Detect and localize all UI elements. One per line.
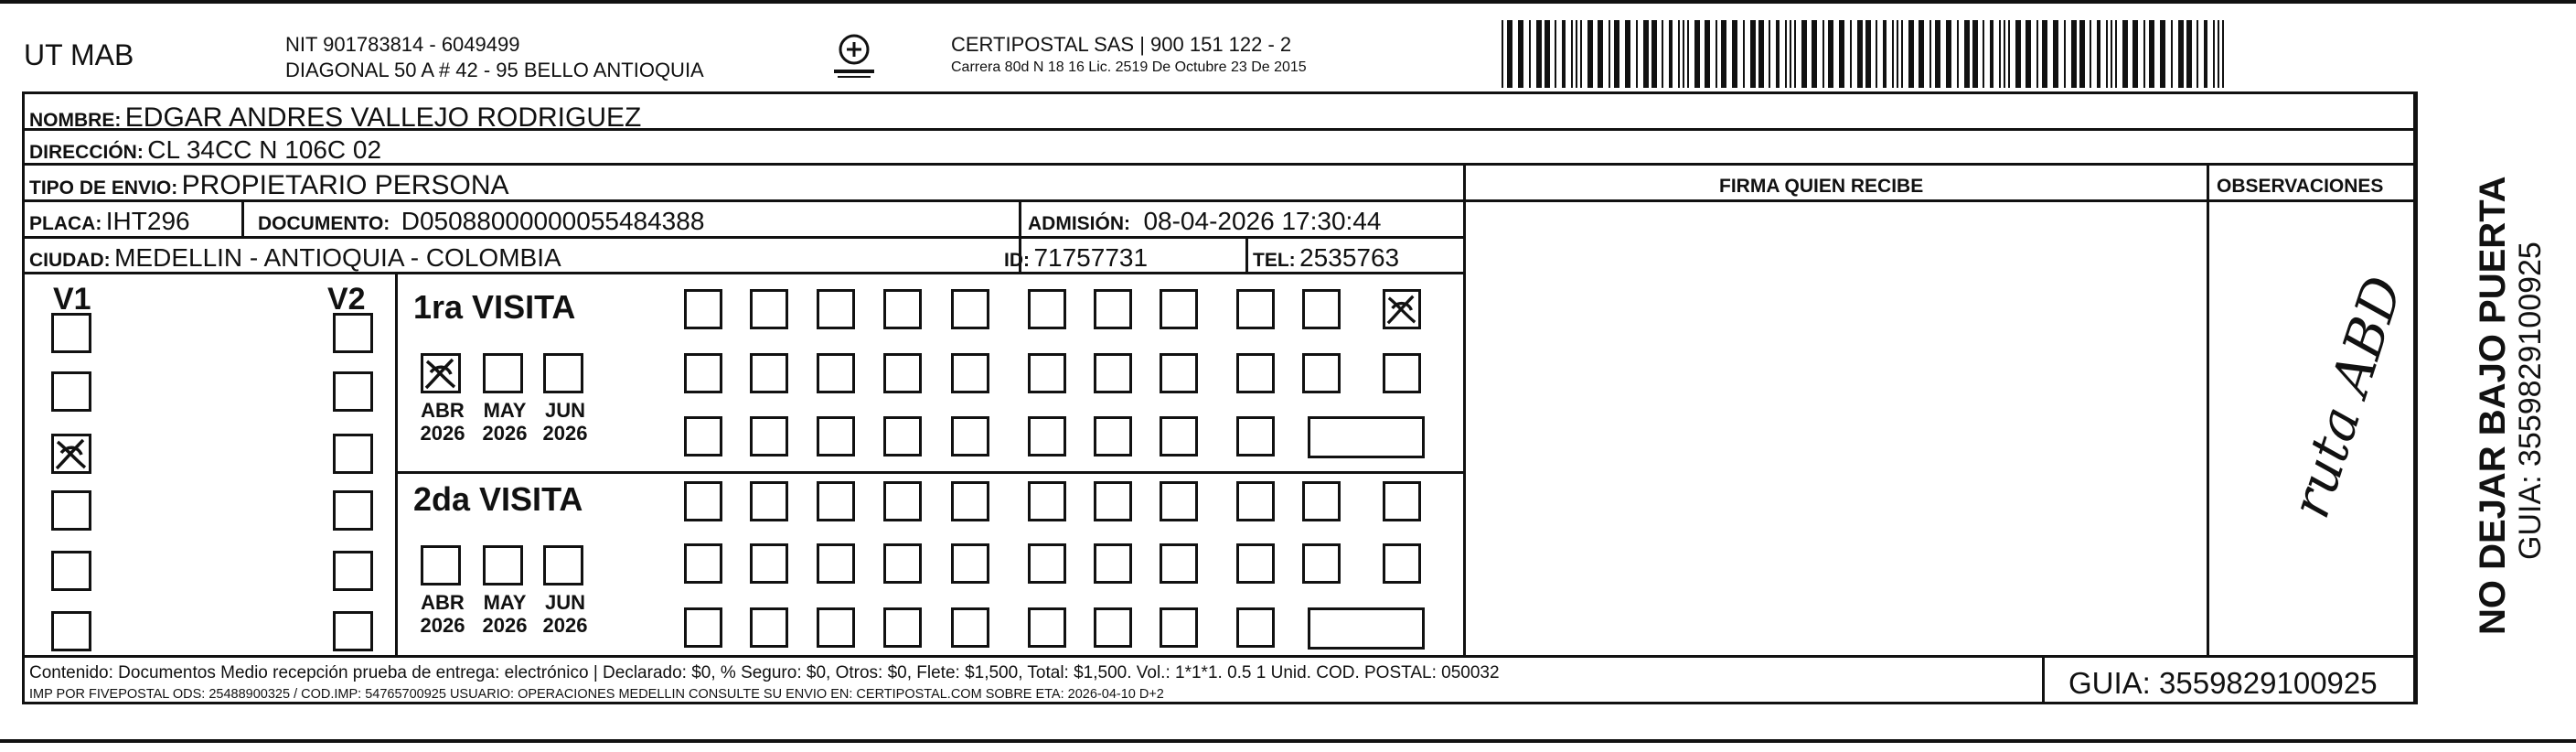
side-guia: GUIA: 3559829100925: [2513, 242, 2548, 560]
month-checkbox: [543, 545, 583, 585]
month-year: 2026: [542, 422, 588, 446]
visit1-title: 1ra VISITA: [413, 288, 576, 326]
status-v2-checkbox: [333, 313, 373, 353]
day-box: [817, 289, 855, 329]
day-box: [1236, 481, 1275, 521]
day-box: [1383, 289, 1421, 329]
day-box: [1028, 353, 1066, 393]
day-box: [817, 607, 855, 648]
day-box: [883, 416, 922, 457]
status-v2-checkbox: [333, 611, 373, 651]
documento-value: D0508800000005548438​8: [401, 207, 705, 235]
day-box: [883, 607, 922, 648]
day-box: [951, 481, 989, 521]
month-label: [413, 399, 472, 446]
day-box: [750, 416, 788, 457]
tipo-envio-label: TIPO DE ENVIO:: [29, 177, 178, 199]
status-v1-checkbox: [51, 371, 91, 412]
day-box: [1236, 607, 1275, 648]
day-box: [684, 289, 722, 329]
visit1-time-box: [1308, 416, 1425, 458]
documento-label: DOCUMENTO:: [258, 213, 390, 234]
observaciones-header: OBSERVACIONES: [2217, 176, 2384, 197]
month-name: JUN: [544, 399, 585, 422]
month-label: [536, 399, 594, 446]
day-box: [817, 481, 855, 521]
day-box: [883, 481, 922, 521]
contenido-text: Contenido: Documentos Medio recepción prueba de entrega: electrónico | Declarado: $0, % Seguro: $0, Otros: $0, Flete: $1,500, Total: $1,500. Vol.: 1*1*1. 0.5 1 Unid. COD. POSTAL: 050032: [29, 663, 1500, 682]
day-box: [1302, 543, 1341, 584]
v2-header: V2: [327, 282, 366, 317]
month-checkbox: [421, 545, 461, 585]
day-box: [1094, 481, 1132, 521]
nombre-label: NOMBRE:: [29, 110, 122, 131]
day-box: [1236, 353, 1275, 393]
placa-value: IHT296: [105, 207, 190, 235]
day-box: [883, 543, 922, 584]
id-value: 71757731: [1033, 243, 1149, 272]
day-box: [1160, 481, 1198, 521]
day-box: [817, 543, 855, 584]
admision-value: 08-04-2026 17:30:44: [1143, 207, 1382, 235]
month-name: MAY: [483, 591, 527, 614]
month-year: 2026: [482, 422, 528, 446]
day-box: [1028, 416, 1066, 457]
certipostal-license: Carrera 80d N 18 16 Lic. 2519 De Octubre 23 De 2015: [951, 59, 1307, 75]
day-box: [1236, 543, 1275, 584]
day-box: [684, 353, 722, 393]
month-checkbox: [543, 353, 583, 393]
day-box: [684, 416, 722, 457]
recipient-name: EDGAR ANDRES VALLEJO RODRIGUEZ: [124, 102, 642, 133]
day-box: [1302, 289, 1341, 329]
day-box: [684, 543, 722, 584]
tel-value: 2535763: [1299, 243, 1400, 272]
day-box: [1028, 289, 1066, 329]
ciudad-label: CIUDAD:: [29, 250, 111, 271]
company-nit: NIT 901783814 - 6049499: [285, 33, 520, 56]
day-box: [750, 543, 788, 584]
day-box: [1160, 353, 1198, 393]
day-box: [1383, 481, 1421, 521]
month-year: 2026: [420, 614, 465, 638]
month-checkbox: [483, 353, 523, 393]
footer-guia: GUIA: 3559829100925: [2068, 666, 2378, 700]
day-box: [1094, 416, 1132, 457]
placa-label: PLACA:: [29, 213, 102, 234]
visit2-title: 2da VISITA: [413, 480, 583, 518]
day-box: [684, 607, 722, 648]
certipostal-logo-icon: [828, 31, 880, 82]
tel-label: TEL:: [1253, 250, 1296, 271]
status-v1-checkbox: [51, 551, 91, 591]
day-box: [1094, 353, 1132, 393]
month-name: MAY: [483, 399, 527, 422]
day-box: [817, 416, 855, 457]
status-v2-checkbox: [333, 490, 373, 531]
day-box: [817, 353, 855, 393]
status-v1-checkbox: [51, 434, 91, 474]
day-box: [1160, 416, 1198, 457]
status-v1-checkbox: [51, 611, 91, 651]
day-box: [1028, 481, 1066, 521]
day-box: [1383, 353, 1421, 393]
day-box: [750, 481, 788, 521]
day-box: [883, 289, 922, 329]
day-box: [1302, 481, 1341, 521]
day-box: [1236, 289, 1275, 329]
bottom-border: [0, 739, 2576, 743]
day-box: [1160, 607, 1198, 648]
day-box: [951, 289, 989, 329]
day-box: [1028, 543, 1066, 584]
status-v2-checkbox: [333, 371, 373, 412]
month-checkbox: [483, 545, 523, 585]
month-name: ABR: [421, 591, 465, 614]
direccion-label: DIRECCIÓN:: [29, 142, 144, 163]
month-year: 2026: [420, 422, 465, 446]
status-v2-checkbox: [333, 434, 373, 474]
day-box: [1236, 416, 1275, 457]
imp-text: IMP POR FIVEPOSTAL ODS: 25488900325 / COD.IMP: 54765700925 USUARIO: OPERACIONES MEDELLIN CONSULTE SU ENVIO EN: CERTIPOSTAL.COM SOBRE ETA: 2026-04-10 D+2: [29, 687, 1164, 702]
day-box: [951, 353, 989, 393]
day-box: [1160, 543, 1198, 584]
company-address: DIAGONAL 50 A # 42 - 95 BELLO ANTIOQUIA: [285, 59, 704, 81]
day-box: [1383, 543, 1421, 584]
certipostal-info: CERTIPOSTAL SAS | 900 151 122 - 2: [951, 33, 1292, 56]
no-dejar-bajo-puerta: NO DEJAR BAJO PUERTA: [2473, 176, 2513, 635]
company-name: UT MAB: [24, 38, 134, 71]
day-box: [1094, 607, 1132, 648]
admision-label: ADMISIÓN:: [1028, 213, 1130, 234]
day-box: [1094, 289, 1132, 329]
day-box: [883, 353, 922, 393]
month-label: [413, 591, 472, 638]
day-box: [951, 607, 989, 648]
day-box: [750, 607, 788, 648]
month-checkbox: [421, 353, 461, 393]
barcode-icon: [1502, 20, 2233, 88]
firma-header: FIRMA QUIEN RECIBE: [1719, 176, 1924, 197]
day-box: [1028, 607, 1066, 648]
month-year: 2026: [482, 614, 528, 638]
visit2-time-box: [1308, 607, 1425, 650]
observation-handwriting: ruta ABD: [2278, 268, 2415, 526]
top-border: [0, 0, 2576, 4]
month-label: [476, 399, 534, 446]
day-box: [684, 481, 722, 521]
v1-header: V1: [53, 282, 91, 317]
day-box: [750, 353, 788, 393]
recipient-address: CL 34CC N 106C 02: [147, 135, 382, 164]
ciudad-value: MEDELLIN - ANTIOQUIA - COLOMBIA: [114, 243, 561, 272]
month-label: [476, 591, 534, 638]
status-v1-checkbox: [51, 490, 91, 531]
day-box: [951, 543, 989, 584]
month-name: JUN: [544, 591, 585, 614]
month-year: 2026: [542, 614, 588, 638]
month-name: ABR: [421, 399, 465, 422]
day-box: [1094, 543, 1132, 584]
tipo-envio-value: PROPIETARIO PERSONA: [181, 170, 509, 200]
status-v2-checkbox: [333, 551, 373, 591]
day-box: [1302, 353, 1341, 393]
day-box: [1160, 289, 1198, 329]
status-v1-checkbox: [51, 313, 91, 353]
id-label: ID:: [1004, 250, 1030, 271]
day-box: [951, 416, 989, 457]
day-box: [750, 289, 788, 329]
month-label: [536, 591, 594, 638]
